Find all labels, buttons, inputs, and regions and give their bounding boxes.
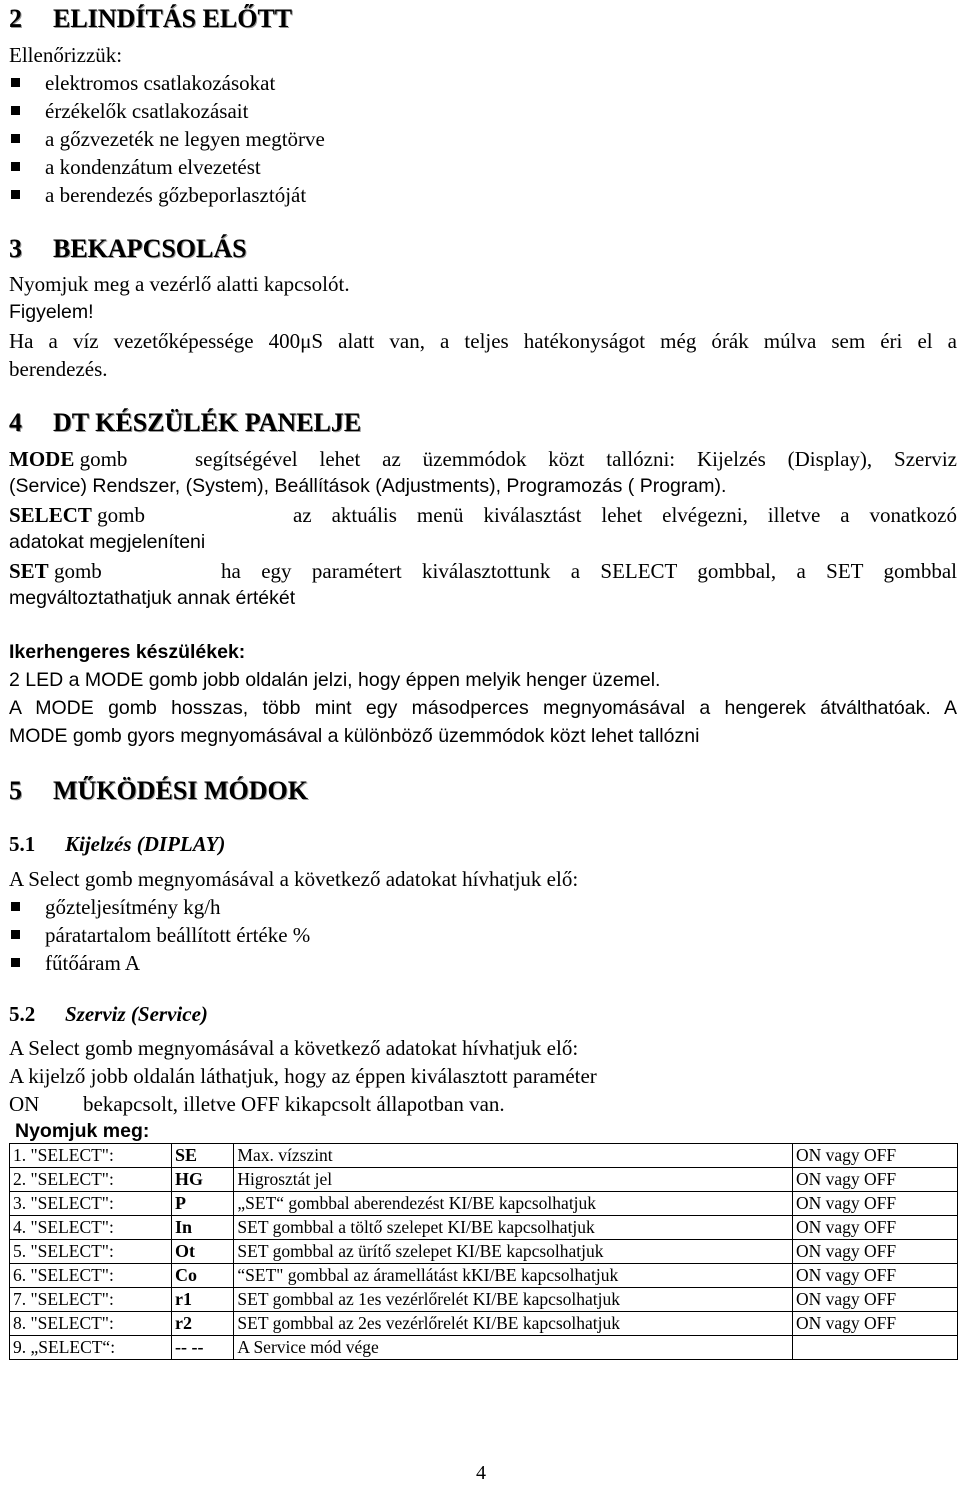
- action-cell: SET gombbal a töltő szelepet KI/BE kapcsolhatjuk: [234, 1216, 793, 1240]
- section-number: 3: [9, 234, 22, 263]
- state-cell: ON vagy OFF: [792, 1216, 957, 1240]
- table-row: [10, 1144, 958, 1168]
- section-3-heading: [9, 234, 247, 264]
- action-cell: A Service mód vége: [234, 1336, 793, 1360]
- section-number: 4: [9, 408, 22, 437]
- page-number: 4: [476, 1462, 486, 1484]
- press-heading: Nyomjuk meg:: [15, 1120, 150, 1142]
- select-key-label: SELECT gomb: [9, 503, 145, 527]
- step-cell: 5. "SELECT":: [10, 1240, 172, 1264]
- state-cell: ON vagy OFF: [792, 1264, 957, 1288]
- list-item: páratartalom beállított értéke %: [45, 923, 311, 947]
- step-cell: 7. "SELECT":: [10, 1288, 172, 1312]
- step-cell: 8. "SELECT":: [10, 1312, 172, 1336]
- action-cell: Higrosztát jel: [234, 1168, 793, 1192]
- set-key-label: SET gomb: [9, 559, 102, 583]
- section-2-heading: [9, 4, 292, 34]
- select-key-description: az aktuális menü kiválasztást lehet elvégezni, illetve a vonatkozó: [293, 503, 957, 527]
- state-cell: ON vagy OFF: [792, 1192, 957, 1216]
- warning-text: Ha a víz vezetőképessége 400μS alatt van, a teljes hatékonyságot még órák múlva sem éri el a: [9, 329, 957, 353]
- state-cell: [792, 1336, 957, 1360]
- section-5-heading: [9, 776, 308, 806]
- mode-key-description-cont: (Service) Rendszer, (System), Beállítások (Adjustments), Programozás ( Program).: [9, 475, 727, 497]
- action-cell: Max. vízszint: [234, 1144, 793, 1168]
- twin-cylinder-line-3: MODE gomb gyors megnyomásával a különböző üzemmódok közt lehet tallózni: [9, 725, 700, 747]
- bullet-icon: [11, 106, 20, 115]
- bullet-icon: [11, 134, 20, 143]
- list-item: elektromos csatlakozásokat: [45, 71, 276, 95]
- table-row: [10, 1312, 958, 1336]
- code-cell: HG: [172, 1168, 234, 1192]
- select-key-description-cont: adatokat megjeleníteni: [9, 531, 206, 553]
- warning-text-end: berendezés.: [9, 357, 108, 381]
- state-cell: ON vagy OFF: [792, 1144, 957, 1168]
- list-item: érzékelők csatlakozásait: [45, 99, 249, 123]
- state-cell: ON vagy OFF: [792, 1312, 957, 1336]
- warning-label: Figyelem!: [9, 301, 94, 323]
- table-row: [10, 1192, 958, 1216]
- list-item: a berendezés gőzbeporlasztóját: [45, 183, 307, 207]
- service-description: A kijelző jobb oldalán láthatjuk, hogy az éppen kiválasztott paraméter: [9, 1064, 597, 1088]
- table-row: [10, 1216, 958, 1240]
- step-cell: 9. „SELECT“:: [10, 1336, 172, 1360]
- action-cell: “SET" gombbal az áramellátást kKI/BE kapcsolhatjuk: [234, 1264, 793, 1288]
- subsection-number: 5.2: [9, 1002, 36, 1026]
- bullet-icon: [11, 78, 20, 87]
- subsection-5-1-heading: [9, 832, 225, 857]
- mode-key-description: segítségével lehet az üzemmódok közt tallózni: Kijelzés (Display), Szerviz: [195, 447, 957, 471]
- code-cell: -- --: [172, 1336, 234, 1360]
- code-cell: r1: [172, 1288, 234, 1312]
- state-cell: ON vagy OFF: [792, 1168, 957, 1192]
- twin-cylinder-heading: Ikerhengeres készülékek:: [9, 641, 246, 663]
- list-item: gőzteljesítmény kg/h: [45, 895, 221, 919]
- step-cell: 4. "SELECT":: [10, 1216, 172, 1240]
- state-cell: ON vagy OFF: [792, 1288, 957, 1312]
- code-cell: In: [172, 1216, 234, 1240]
- code-cell: P: [172, 1192, 234, 1216]
- section-title: ELINDÍTÁS ELŐTT: [53, 4, 293, 33]
- subsection-title: Kijelzés (DIPLAY): [65, 832, 226, 856]
- table-row: [10, 1264, 958, 1288]
- set-key-description: ha egy paramétert kiválasztottunk a SELECT gombbal, a SET gombbal: [221, 559, 957, 583]
- section-title: MŰKÖDÉSI MÓDOK: [53, 776, 308, 805]
- service-table: [9, 1143, 958, 1360]
- display-intro: A Select gomb megnyomásával a következő adatokat hívhatjuk elő:: [9, 867, 579, 891]
- service-on-label: ON: [9, 1092, 40, 1116]
- state-cell: ON vagy OFF: [792, 1240, 957, 1264]
- set-key-description-cont: megváltoztathatjuk annak értékét: [9, 587, 296, 609]
- section-number: 5: [9, 776, 22, 805]
- section-4-heading: [9, 408, 361, 438]
- step-cell: 6. "SELECT":: [10, 1264, 172, 1288]
- section-title: DT KÉSZÜLÉK PANELJE: [53, 408, 362, 437]
- bullet-icon: [11, 958, 20, 967]
- code-cell: SE: [172, 1144, 234, 1168]
- action-cell: „SET“ gombbal aberendezést KI/BE kapcsolhatjuk: [234, 1192, 793, 1216]
- list-item: a kondenzátum elvezetést: [45, 155, 261, 179]
- table-row: [10, 1336, 958, 1360]
- bullet-icon: [11, 930, 20, 939]
- step-cell: 3. "SELECT":: [10, 1192, 172, 1216]
- step-cell: 2. "SELECT":: [10, 1168, 172, 1192]
- code-cell: r2: [172, 1312, 234, 1336]
- power-on-instruction: Nyomjuk meg a vezérlő alatti kapcsolót.: [9, 272, 350, 296]
- section-number: 2: [9, 4, 22, 33]
- list-item: fűtőáram A: [45, 951, 141, 975]
- table-row: [10, 1240, 958, 1264]
- service-state-text: bekapcsolt, illetve OFF kikapcsolt állapotban van.: [83, 1092, 505, 1116]
- service-intro: A Select gomb megnyomásával a következő adatokat hívhatjuk elő:: [9, 1036, 579, 1060]
- twin-cylinder-line-2: A MODE gomb hosszas, több mint egy másodperces megnyomásával a hengerek átválthatóak. A: [9, 697, 957, 719]
- action-cell: SET gombbal az 2es vezérlőrelét KI/BE kapcsolhatjuk: [234, 1312, 793, 1336]
- subsection-title: Szerviz (Service): [65, 1002, 208, 1026]
- mode-key-label: [9, 447, 127, 472]
- bullet-icon: [11, 902, 20, 911]
- subsection-5-2-heading: [9, 1002, 208, 1027]
- step-cell: 1. "SELECT":: [10, 1144, 172, 1168]
- table-row: [10, 1288, 958, 1312]
- mode-key-name: MODE: [9, 447, 75, 471]
- subsection-number: 5.1: [9, 832, 36, 856]
- section-title: BEKAPCSOLÁS: [53, 234, 247, 263]
- table-row: [10, 1168, 958, 1192]
- code-cell: Co: [172, 1264, 234, 1288]
- checklist-intro: Ellenőrizzük:: [9, 43, 123, 67]
- action-cell: SET gombbal az ürítő szelepet KI/BE kapcsolhatjuk: [234, 1240, 793, 1264]
- bullet-icon: [11, 190, 20, 199]
- bullet-icon: [11, 162, 20, 171]
- action-cell: SET gombbal az 1es vezérlőrelét KI/BE kapcsolhatjuk: [234, 1288, 793, 1312]
- list-item: a gőzvezeték ne legyen megtörve: [45, 127, 325, 151]
- mode-key-suffix: gomb: [74, 447, 128, 471]
- code-cell: Ot: [172, 1240, 234, 1264]
- twin-cylinder-line-1: 2 LED a MODE gomb jobb oldalán jelzi, hogy éppen melyik henger üzemel.: [9, 669, 661, 691]
